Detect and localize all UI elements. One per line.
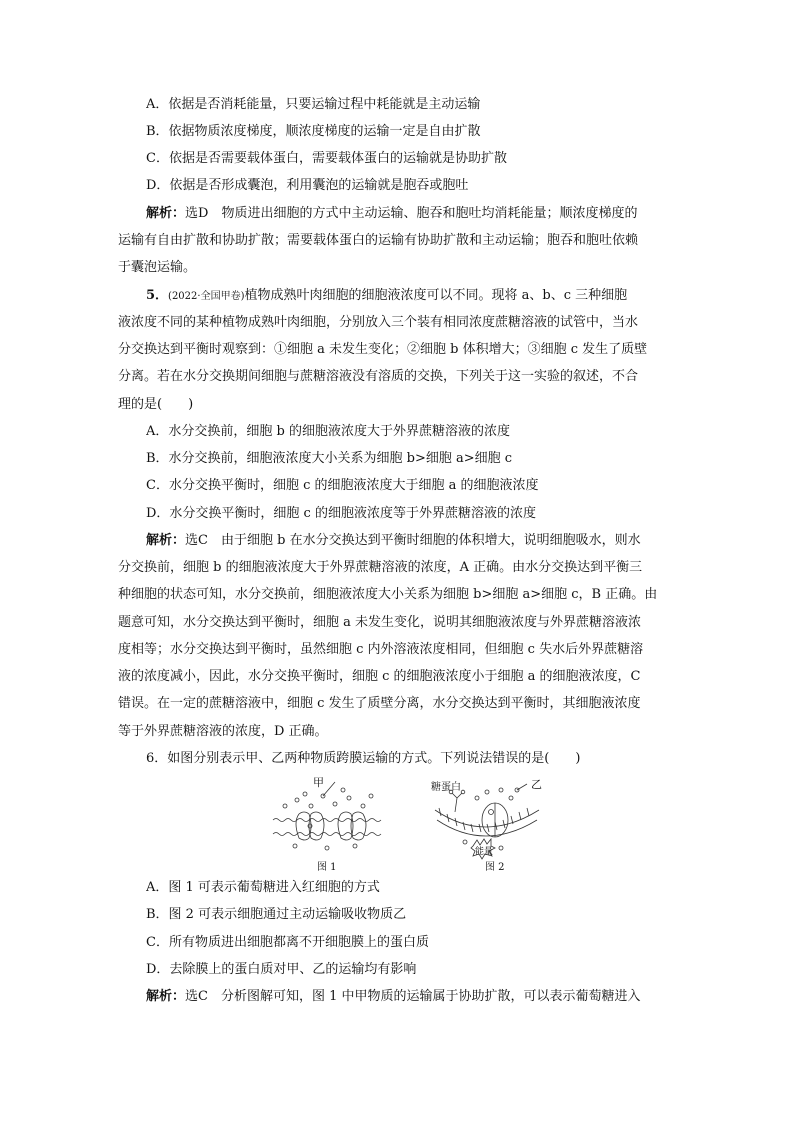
analysis-label: 解析： — [146, 989, 186, 1004]
caption-figure-1: 图 1 — [317, 862, 337, 873]
analysis-label: 解析： — [146, 533, 186, 548]
analysis-text: 由于细胞 b 在水分交换达到平衡时细胞的体积增大，说明细胞吸水，则水 — [220, 533, 641, 548]
q4-option-b: B．依据物质浓度梯度，顺浓度梯度的运输一定是自由扩散 — [146, 124, 481, 139]
q5-analysis-line: 分交换前，细胞 b 的细胞液浓度大于外界蔗糖溶液的浓度，A 正确。由水分交换达到平衡三 — [118, 560, 643, 575]
q5-analysis-line: 等于外界蔗糖溶液的浓度，D 正确。 — [118, 724, 328, 739]
question-source: (2022·全国甲卷) — [168, 291, 245, 302]
label-jia: 甲 — [313, 776, 324, 789]
analysis-answer: 选C — [185, 989, 208, 1004]
q5-option-a: A．水分交换前，细胞 b 的细胞液浓度大于外界蔗糖溶液的浓度 — [146, 424, 510, 439]
q5-stem-line: 分离。若在水分交换期间细胞与蔗糖溶液没有溶质的交换，下列关于这一实验的叙述，不合 — [118, 369, 639, 384]
q5-option-d: D．水分交换平衡时，细胞 c 的细胞液浓度等于外界蔗糖溶液的浓度 — [146, 506, 536, 521]
q5-analysis-line: 种细胞的状态可知，水分交换前，细胞液浓度大小关系为细胞 b>细胞 a>细胞 c，B 正确。由 — [118, 587, 658, 602]
label-yi: 乙 — [531, 778, 542, 791]
question-number: 5． — [146, 288, 169, 303]
analysis-text: 分析图解可知，图 1 中甲物质的运输属于协助扩散，可以表示葡萄糖进入 — [220, 989, 641, 1004]
q4-analysis-line: 运输有自由扩散和协助扩散；需要载体蛋白的运输有协助扩散和主动运输；胞吞和胞吐依赖 — [118, 233, 639, 248]
q4-option-d: D．依据是否形成囊泡，利用囊泡的运输就是胞吞或胞吐 — [146, 178, 469, 193]
q5-stem-line — [146, 282, 680, 310]
label-energy: 能量 — [475, 847, 494, 857]
q6-stem: 6．如图分别表示甲、乙两种物质跨膜运输的方式。下列说法错误的是( ) — [146, 751, 581, 766]
q5-stem-line: 分交换达到平衡时观察到：①细胞 a 未发生变化；②细胞 b 体积增大；③细胞 c 发生了质壁 — [118, 342, 648, 357]
q5-stem-text: 植物成熟叶肉细胞的细胞液浓度可以不同。现将 a、b、c 三种细胞 — [244, 288, 628, 303]
q5-analysis-line — [146, 527, 680, 554]
q4-analysis-line: 于囊泡运输。 — [118, 260, 197, 275]
membrane-transport-figure — [265, 776, 545, 876]
label-glycoprotein: 糖蛋白 — [431, 782, 461, 793]
q5-stem-line: 液浓度不同的某种植物成熟叶肉细胞，分别放入三个装有相同浓度蔗糖溶液的试管中，当水 — [118, 315, 639, 330]
q6-option-c: C．所有物质进出细胞都离不开细胞膜上的蛋白质 — [146, 935, 429, 950]
q4-option-c: C．依据是否需要载体蛋白，需要载体蛋白的运输就是协助扩散 — [146, 151, 507, 166]
q6-analysis-line — [146, 983, 680, 1010]
q5-stem-line: 理的是( ) — [118, 397, 194, 412]
q4-analysis-line — [146, 200, 680, 227]
q5-analysis-line: 液的浓度减小，因此，水分交换平衡时，细胞 c 的细胞液浓度小于细胞 a 的细胞液浓度，C — [118, 669, 641, 684]
q6-option-d: D．去除膜上的蛋白质对甲、乙的运输均有影响 — [146, 962, 417, 977]
q5-analysis-line: 题意可知，水分交换达到平衡时，细胞 a 未发生变化，说明其细胞液浓度与外界蔗糖溶液浓 — [118, 615, 642, 630]
q5-analysis-line: 错误。在一定的蔗糖溶液中，细胞 c 发生了质壁分离，水分交换达到平衡时，其细胞液浓度 — [118, 696, 641, 711]
analysis-answer: 选C — [185, 533, 208, 548]
analysis-answer: 选D — [185, 206, 209, 221]
q6-option-a: A．图 1 可表示葡萄糖进入红细胞的方式 — [146, 880, 380, 895]
q5-option-b: B．水分交换前，细胞液浓度大小关系为细胞 b>细胞 a>细胞 c — [146, 451, 513, 466]
q4-option-a: A．依据是否消耗能量，只要运输过程中耗能就是主动运输 — [146, 97, 481, 112]
figure-1-drawing — [273, 782, 381, 850]
analysis-text: 物质进出细胞的方式中主动运输、胞吞和胞吐均消耗能量；顺浓度梯度的 — [221, 206, 638, 221]
caption-figure-2: 图 2 — [485, 862, 505, 873]
q5-option-c: C．水分交换平衡时，细胞 c 的细胞液浓度大于细胞 a 的细胞液浓度 — [146, 478, 539, 493]
analysis-label: 解析： — [146, 206, 186, 221]
q6-option-b: B．图 2 可表示细胞通过主动运输吸收物质乙 — [146, 907, 407, 922]
q5-analysis-line: 度相等；水分交换达到平衡时，虽然细胞 c 内外溶液浓度相同，但细胞 c 失水后外界蔗糖溶 — [118, 642, 644, 657]
